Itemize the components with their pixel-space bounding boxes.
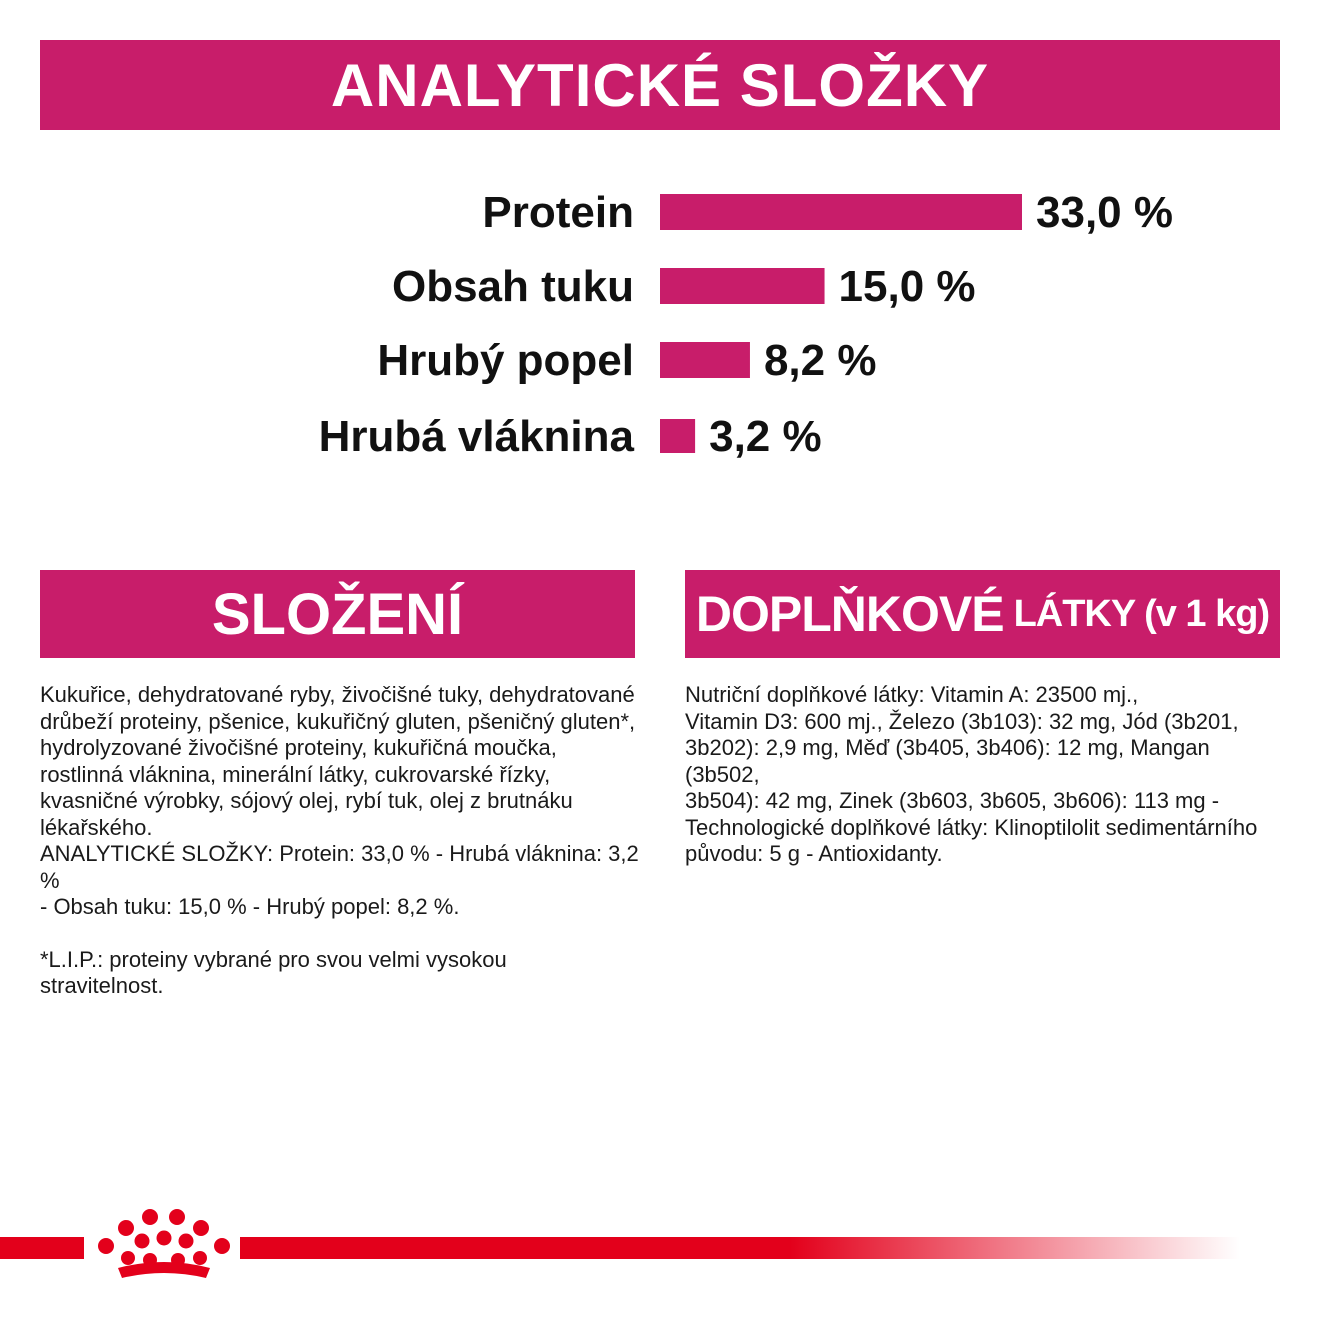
- bar: [660, 419, 695, 453]
- category-label: Protein: [482, 188, 634, 237]
- bar: [660, 342, 750, 378]
- bar: [660, 194, 1022, 230]
- composition-line: Kukuřice, dehydratované ryby, živočišné tuky, dehydratované: [40, 682, 635, 707]
- footer-stripe-right: [240, 1237, 1240, 1259]
- additives-banner: [685, 570, 1280, 658]
- analytics-title: ANALYTICKÉ SLOŽKY: [330, 51, 990, 119]
- value-label: 3,2 %: [709, 412, 822, 461]
- royal-canin-crown-icon: [92, 1208, 240, 1284]
- composition-line: rostlinná vláknina, minerální látky, cukrovarské řízky,: [40, 761, 551, 787]
- composition-note-line: *L.I.P.: proteiny vybrané pro svou velmi vysokou: [40, 946, 507, 972]
- composition-line: lékařského.: [40, 814, 153, 840]
- additives-line: 3b202): 2,9 mg, Měď (3b405, 3b406): 12 mg, Mangan (3b502,: [685, 735, 1210, 787]
- additives-line: původu: 5 g - Antioxidanty.: [685, 841, 943, 866]
- additives-line: Vitamin D3: 600 mj., Železo (3b103): 32 mg, Jód (3b201,: [685, 708, 1239, 734]
- bar: [660, 268, 825, 304]
- additives-line: Technologické doplňkové látky: Klinoptilolit sedimentárního: [685, 814, 1258, 840]
- composition-line: ANALYTICKÉ SLOŽKY: Protein: 33,0 % - Hrubá vláknina: 3,2 %: [40, 841, 639, 893]
- footer-stripe-left: [0, 1237, 84, 1259]
- composition-title: SLOŽENÍ: [211, 581, 464, 647]
- category-label: Hrubý popel: [377, 336, 634, 385]
- composition-line: drůbeží proteiny, pšenice, kukuřičný gluten, pšeničný gluten*,: [40, 708, 636, 734]
- analytics-bar-chart: [0, 0, 1320, 540]
- composition-note-line: stravitelnost.: [40, 973, 164, 998]
- composition-banner: [40, 570, 635, 658]
- value-label: 8,2 %: [763, 336, 877, 385]
- additives-line: Nutriční doplňkové látky: Vitamin A: 23500 mj.,: [685, 682, 1139, 707]
- additives-title-main: DOPLŇKOVÉ: [695, 586, 1004, 642]
- composition-line: hydrolyzované živočišné proteiny, kukuřičná moučka,: [40, 735, 557, 760]
- category-label: Obsah tuku: [391, 262, 634, 311]
- composition-line: - Obsah tuku: 15,0 % - Hrubý popel: 8,2 %.: [40, 894, 460, 919]
- value-label: 15,0 %: [838, 262, 976, 311]
- additives-line: 3b504): 42 mg, Zinek (3b603, 3b605, 3b606): 113 mg -: [685, 788, 1220, 813]
- composition-line: kvasničné výrobky, sójový olej, rybí tuk, olej z brutnáku: [40, 788, 573, 813]
- value-label: 33,0 %: [1036, 188, 1173, 237]
- category-label: Hrubá vláknina: [318, 412, 634, 461]
- composition-text: [40, 682, 640, 1000]
- additives-text: [685, 682, 1280, 868]
- additives-title-sub: LÁTKY (v 1 kg): [1013, 592, 1270, 635]
